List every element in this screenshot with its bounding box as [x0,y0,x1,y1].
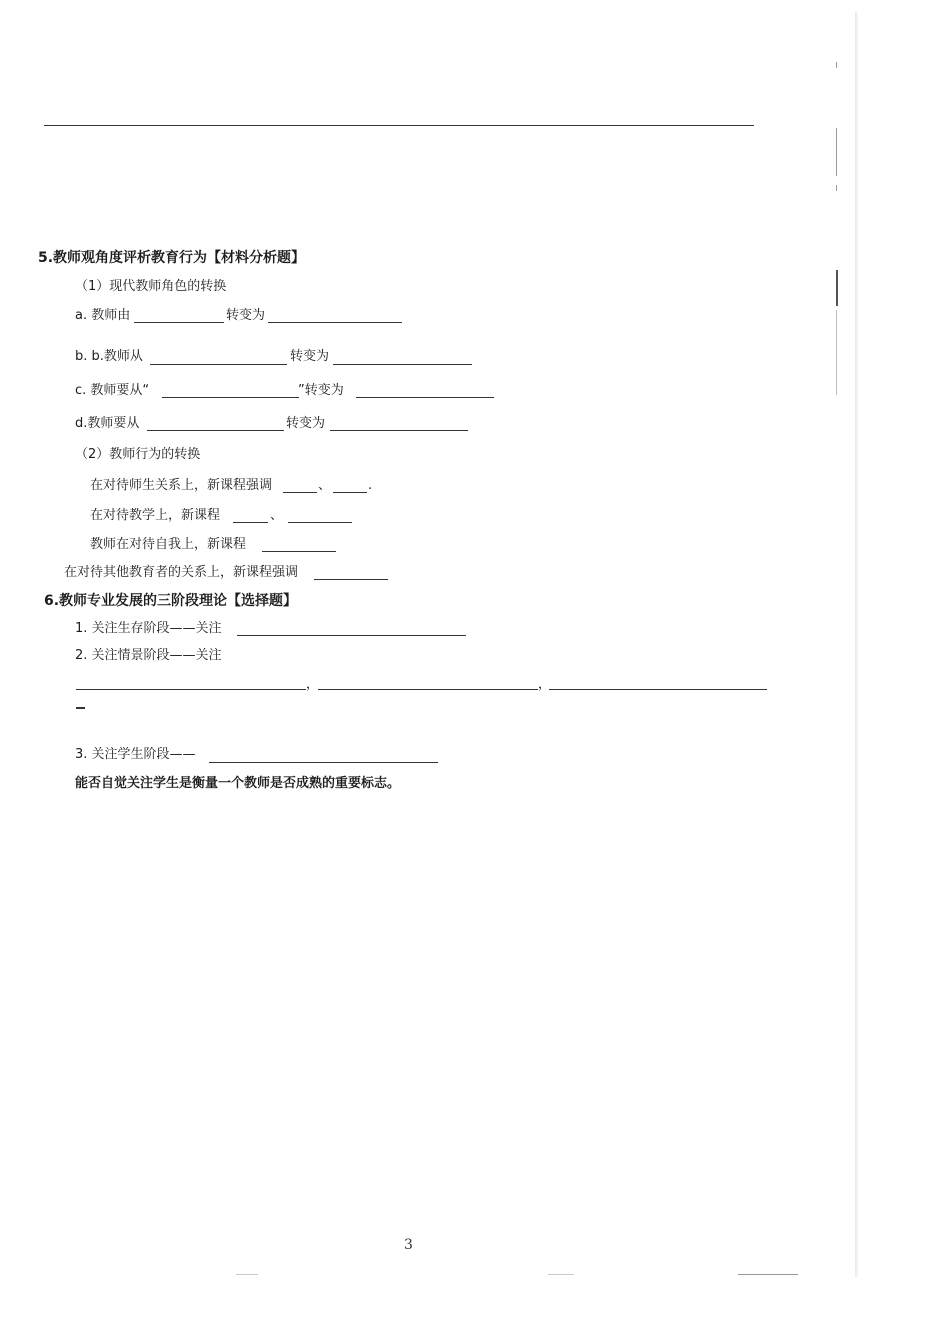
item-b-mid: 转变为 [290,349,330,364]
behavior-line-4-prefix: 在对待其他教育者的关系上，新课程强调 [64,565,299,580]
part-1-heading: （1）现代教师角色的转换 [75,279,227,294]
page-number: 3 [404,1237,413,1253]
item-a-prefix: a. 教师由 [75,308,131,323]
stage-2-blank-1[interactable] [76,689,306,690]
item-b-blank-2[interactable] [333,364,472,365]
item-c-blank-2[interactable] [356,397,494,398]
section-6-title: 6.教师专业发展的三阶段理论【选择题】 [44,593,298,609]
stage-2-blank-tail[interactable] [76,707,85,709]
behavior-line-2-prefix: 在对待教学上，新课程 [90,508,221,523]
behavior-line-1-sep: 、 [318,478,332,493]
stage-3-label: 3. 关注学生阶段—— [75,747,196,762]
stage-1-blank[interactable] [237,635,466,636]
behavior-line-3-prefix: 教师在对待自我上，新课程 [90,537,247,552]
behavior-line-1-prefix: 在对待师生关系上，新课程强调 [90,478,273,493]
scan-mark [836,128,837,176]
item-d-mid: 转变为 [286,416,326,431]
stage-2-label: 2. 关注情景阶段——关注 [75,648,222,663]
stage-2-sep-2: ， [538,677,552,692]
stage-3-note: 能否自觉关注学生是衡量一个教师是否成熟的重要标志。 [75,776,401,791]
behavior-line-2-blank-2[interactable] [288,522,352,523]
scan-mark [836,62,837,68]
item-b-blank-1[interactable] [150,364,287,365]
scan-mark [836,185,837,191]
page-edge [855,12,858,1277]
stage-2-sep-1: ， [306,677,320,692]
item-d-prefix: d.教师要从 [75,416,140,431]
item-c-mid: ”转变为 [298,383,344,398]
behavior-line-2-sep: 、 [270,508,284,523]
behavior-line-1-blank-1[interactable] [283,492,317,493]
scan-mark [836,270,838,306]
item-b-prefix: b. b.教师从 [75,349,143,364]
behavior-line-3-blank[interactable] [262,551,336,552]
item-c-prefix: c. 教师要从“ [75,383,150,398]
stage-1-label: 1. 关注生存阶段——关注 [75,621,222,636]
item-d-blank-1[interactable] [147,430,284,431]
behavior-line-1-blank-2[interactable] [333,492,367,493]
section-5-title: 5.教师观角度评析教育行为【材料分析题】 [38,250,306,266]
scan-mark [836,310,837,395]
item-a-mid: 转变为 [226,308,266,323]
part-2-heading: （2）教师行为的转换 [75,447,201,462]
behavior-line-1-end: . [368,478,373,493]
item-c-blank-1[interactable] [162,397,299,398]
item-d-blank-2[interactable] [330,430,468,431]
scan-edge-mark [548,1274,574,1275]
stage-3-blank[interactable] [209,762,438,763]
scan-edge-mark [738,1274,798,1275]
scan-edge-mark [236,1274,258,1275]
behavior-line-4-blank[interactable] [314,579,388,580]
stage-2-blank-2[interactable] [318,689,538,690]
behavior-line-2-blank-1[interactable] [233,522,268,523]
item-a-blank-1[interactable] [134,322,224,323]
item-a-blank-2[interactable] [268,322,402,323]
stage-2-blank-3[interactable] [549,689,767,690]
answer-rule [44,125,754,126]
